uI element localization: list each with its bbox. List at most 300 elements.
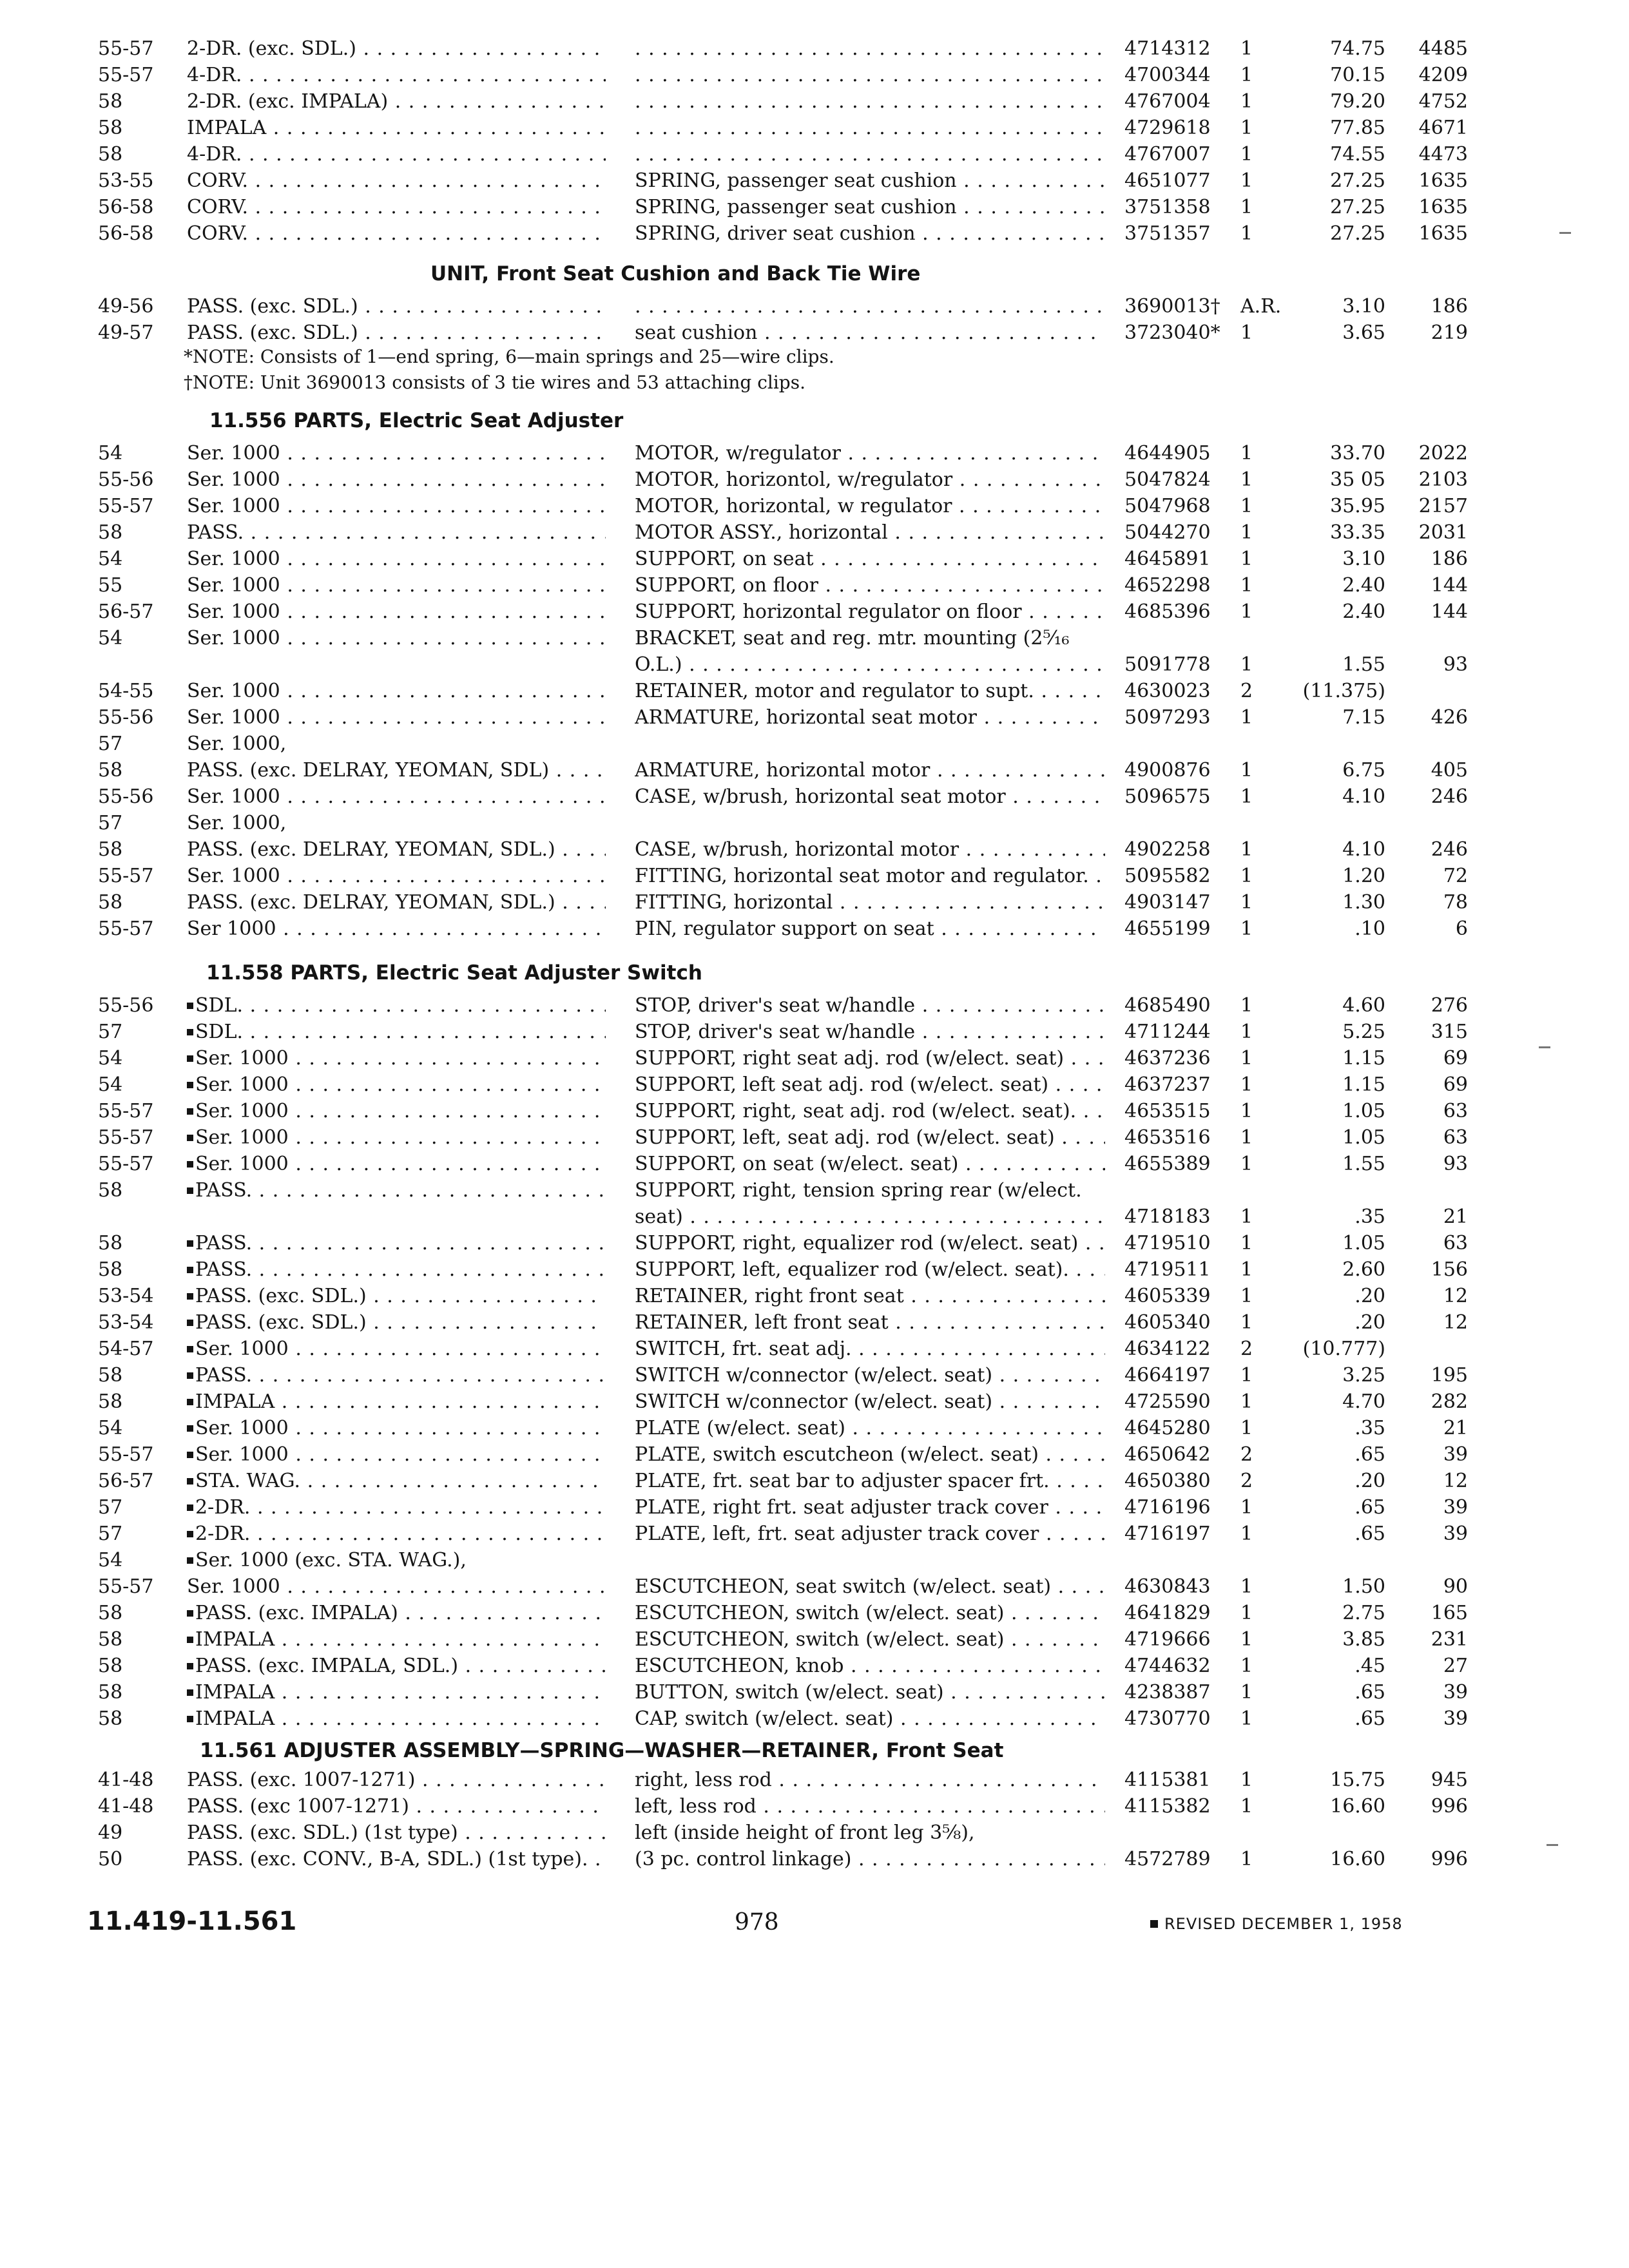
cell-ls — [1397, 1177, 1468, 1204]
cell-text: ESCUTCHEON, switch (w/elect. seat) . . . — [635, 1628, 1105, 1651]
cell-ls — [1397, 1600, 1468, 1626]
cell-text: 219 — [1431, 322, 1468, 344]
cell-dsc — [635, 1626, 1105, 1653]
cell-text: 12 — [1443, 1285, 1468, 1307]
table-row — [0, 1600, 1629, 1626]
cell-dsc — [635, 1441, 1105, 1468]
cell-dsc — [635, 1600, 1105, 1626]
cell-pr — [1295, 1468, 1385, 1494]
table-row — [0, 1820, 1629, 1846]
cell-text: 58 — [98, 759, 123, 782]
cell-pn — [1124, 572, 1237, 599]
cell-text: PASS. (exc. SDL.) . . . — [195, 1285, 606, 1307]
cell-text: 1.05 — [1342, 1232, 1385, 1254]
cell-text: 1 — [1240, 1523, 1253, 1545]
cell-text: PASS. (exc 1007-1271) . . . — [187, 1795, 606, 1818]
cell-qty — [1240, 889, 1292, 916]
cell-text: 1 — [1240, 143, 1253, 166]
cell-pn — [1124, 1256, 1237, 1283]
cell-qty — [1240, 1846, 1292, 1872]
revision-square-icon — [187, 1504, 193, 1511]
cell-pn — [1124, 992, 1237, 1019]
cell-text: 1 — [1240, 548, 1253, 570]
cell-qty — [1240, 599, 1292, 625]
cell-text: 4900876 — [1124, 759, 1211, 782]
cell-dsc — [635, 1767, 1105, 1793]
cell-mdl — [187, 1793, 606, 1820]
cell-text: 6.75 — [1342, 759, 1385, 782]
cell-text: 55-56 — [98, 468, 154, 491]
cell-ls — [1397, 757, 1468, 783]
cell-pr — [1295, 1679, 1385, 1706]
cell-pn — [1124, 1820, 1237, 1846]
cell-text: 1 — [1240, 322, 1253, 344]
cell-mdl — [187, 889, 606, 916]
cell-pn — [1124, 757, 1237, 783]
revision-square-icon — [187, 1716, 193, 1722]
cell-pr — [1295, 1415, 1385, 1441]
table-row — [0, 1204, 1629, 1230]
table-row — [0, 992, 1629, 1019]
cell-text: SUPPORT, right, equalizer rod (w/elect. seat) . . . — [635, 1232, 1105, 1254]
cell-ls — [1397, 320, 1468, 346]
cell-pr — [1295, 1124, 1385, 1151]
cell-text: 2-DR. (exc. SDL.) . . . — [187, 37, 606, 60]
cell-pr — [1295, 757, 1385, 783]
cell-text: PLATE, right frt. seat adjuster track cover . . . — [635, 1496, 1105, 1519]
cell-text: 4653515 — [1124, 1100, 1211, 1122]
cell-dsc — [635, 88, 1105, 115]
cell-mdl — [187, 1767, 606, 1793]
cell-text: 1 — [1240, 1285, 1253, 1307]
cell-ls — [1397, 293, 1468, 320]
note-star: *NOTE: Consists of 1—end spring, 6—main springs and 25—wire clips. — [184, 346, 834, 367]
cell-ls — [1397, 35, 1468, 62]
cell-mdl — [187, 1256, 606, 1283]
cell-text: 186 — [1431, 548, 1468, 570]
cell-text: PLATE, frt. seat bar to adjuster spacer frt. . . . — [635, 1470, 1105, 1492]
cell-text: 57 — [98, 812, 123, 834]
cell-text: 63 — [1443, 1126, 1468, 1149]
cell-yr — [98, 1336, 182, 1362]
cell-pn — [1124, 1573, 1237, 1600]
cell-text: 1 — [1240, 601, 1253, 623]
table-row — [0, 1547, 1629, 1573]
cell-text: 4767007 — [1124, 143, 1211, 166]
cell-pr — [1295, 1045, 1385, 1072]
cell-dsc — [635, 1177, 1105, 1204]
table-row — [0, 1441, 1629, 1468]
cell-mdl — [187, 731, 606, 757]
revision-square-icon — [187, 1135, 193, 1141]
page-number: 978 — [735, 1909, 779, 1936]
cell-pn — [1124, 1283, 1237, 1309]
cell-text: .65 — [1354, 1523, 1385, 1545]
cell-text: 56-58 — [98, 196, 154, 218]
cell-ls — [1397, 836, 1468, 863]
cell-dsc — [635, 1019, 1105, 1045]
table-row — [0, 293, 1629, 320]
cell-ls — [1397, 1820, 1468, 1846]
cell-text: 3751357 — [1124, 222, 1211, 245]
revision-square-icon — [187, 1029, 193, 1035]
cell-dsc — [635, 889, 1105, 916]
cell-text: 4645891 — [1124, 548, 1211, 570]
cell-dsc — [635, 62, 1105, 88]
cell-text: 35 05 — [1330, 468, 1385, 491]
cell-text: 1 — [1240, 838, 1253, 861]
cell-pr — [1295, 1767, 1385, 1793]
cell-text: PIN, regulator support on seat . . . — [635, 918, 1105, 940]
cell-ls — [1397, 62, 1468, 88]
cell-qty — [1240, 519, 1292, 546]
cell-text: 55-57 — [98, 1153, 154, 1175]
cell-text: 58 — [98, 1179, 123, 1202]
cell-text: MOTOR, horizontal, w regulator . . . — [635, 495, 1105, 517]
cell-text: 1 — [1240, 1047, 1253, 1070]
cell-yr — [98, 572, 182, 599]
cell-text: 39 — [1443, 1523, 1468, 1545]
cell-text: Ser. 1000 . . . — [187, 785, 606, 808]
cell-text: 54 — [98, 1073, 123, 1096]
cell-text: 35.95 — [1330, 495, 1385, 517]
cell-text: 1 — [1240, 1100, 1253, 1122]
cell-ls — [1397, 1019, 1468, 1045]
cell-pr — [1295, 1177, 1385, 1204]
cell-dsc — [635, 519, 1105, 546]
cell-qty — [1240, 1256, 1292, 1283]
cell-ls — [1397, 651, 1468, 678]
cell-pn — [1124, 1098, 1237, 1124]
cell-qty — [1240, 1309, 1292, 1336]
cell-qty — [1240, 1336, 1292, 1362]
cell-text: 4650642 — [1124, 1443, 1211, 1466]
cell-text: 49 — [98, 1821, 123, 1844]
dot-leader — [635, 64, 1105, 86]
cell-yr — [98, 1653, 182, 1679]
cell-dsc — [635, 916, 1105, 942]
cell-pn — [1124, 1846, 1237, 1872]
cell-text: 93 — [1443, 1153, 1468, 1175]
revision-square-icon — [187, 1399, 193, 1405]
cell-pn — [1124, 1494, 1237, 1521]
cell-text: 56-57 — [98, 1470, 154, 1492]
cell-text: 54-57 — [98, 1338, 154, 1360]
table-row — [0, 1098, 1629, 1124]
cell-mdl — [187, 1679, 606, 1706]
cell-dsc — [635, 1256, 1105, 1283]
cell-text: 5044270 — [1124, 521, 1211, 544]
cell-text: 58 — [98, 1655, 123, 1677]
cell-yr — [98, 440, 182, 466]
cell-yr — [98, 1547, 182, 1573]
dot-leader — [635, 90, 1105, 113]
cell-yr — [98, 1600, 182, 1626]
cell-pr — [1295, 836, 1385, 863]
cell-yr — [98, 651, 182, 678]
cell-text: 4730770 — [1124, 1707, 1211, 1730]
cell-text: 55-57 — [98, 495, 154, 517]
cell-text: 5097293 — [1124, 706, 1211, 729]
cell-text: 58 — [98, 1390, 123, 1413]
cell-pr — [1295, 1019, 1385, 1045]
cell-mdl — [187, 546, 606, 572]
cell-dsc — [635, 651, 1105, 678]
cell-pn — [1124, 320, 1237, 346]
cell-yr — [98, 1389, 182, 1415]
table-row — [0, 1045, 1629, 1072]
cell-ls — [1397, 1573, 1468, 1600]
cell-mdl — [187, 1389, 606, 1415]
cell-ls — [1397, 1256, 1468, 1283]
cell-text: 41-48 — [98, 1769, 154, 1791]
cell-text: 58 — [98, 117, 123, 139]
cell-text: 1 — [1240, 918, 1253, 940]
cell-yr — [98, 1415, 182, 1441]
revision-square-icon — [187, 1267, 193, 1273]
cell-pn — [1124, 1767, 1237, 1793]
cell-text: 1 — [1240, 1602, 1253, 1624]
cell-pn — [1124, 1441, 1237, 1468]
footer-section-range: 11.419-11.561 — [87, 1907, 297, 1936]
cell-text: 276 — [1431, 994, 1468, 1017]
cell-text: 4605339 — [1124, 1285, 1211, 1307]
cell-mdl — [187, 293, 606, 320]
cell-ls — [1397, 1415, 1468, 1441]
cell-text: Ser. 1000 (exc. STA. WAG.), — [195, 1549, 467, 1571]
cell-ls — [1397, 493, 1468, 519]
cell-ls — [1397, 1468, 1468, 1494]
table-row — [0, 1389, 1629, 1415]
cell-pn — [1124, 889, 1237, 916]
cell-text: PASS. . . . — [195, 1179, 606, 1202]
revised-date — [1150, 1911, 1403, 1937]
cell-yr — [98, 1626, 182, 1653]
cell-yr — [98, 168, 182, 194]
cell-text: 4209 — [1418, 64, 1468, 86]
cell-text: 1 — [1240, 1258, 1253, 1281]
cell-text: Ser. 1000 . . . — [195, 1126, 606, 1149]
cell-text: 69 — [1443, 1047, 1468, 1070]
cell-pn — [1124, 1626, 1237, 1653]
cell-qty — [1240, 1706, 1292, 1732]
cell-pn — [1124, 493, 1237, 519]
cell-pr — [1295, 293, 1385, 320]
table-row — [0, 572, 1629, 599]
cell-text: 5.25 — [1342, 1021, 1385, 1043]
cell-text: 4719510 — [1124, 1232, 1211, 1254]
cell-pn — [1124, 1415, 1237, 1441]
table-row — [0, 599, 1629, 625]
revision-square-icon — [187, 1637, 193, 1643]
cell-text: PLATE, left, frt. seat adjuster track cover . . . — [635, 1523, 1105, 1545]
cell-text: 3.85 — [1342, 1628, 1385, 1651]
cell-pn — [1124, 220, 1237, 247]
cell-dsc — [635, 546, 1105, 572]
cell-dsc — [635, 992, 1105, 1019]
cell-pr — [1295, 1283, 1385, 1309]
cell-mdl — [187, 1653, 606, 1679]
cell-text: CORV. . . . — [187, 222, 606, 245]
cell-text: .65 — [1354, 1681, 1385, 1704]
dot-leader — [635, 37, 1105, 60]
cell-text: PASS. (exc. SDL.) . . . — [187, 322, 606, 344]
table-row — [0, 1793, 1629, 1820]
table-row — [0, 466, 1629, 493]
cell-dsc — [635, 168, 1105, 194]
cell-mdl — [187, 519, 606, 546]
cell-text: 4572789 — [1124, 1848, 1211, 1870]
cell-ls — [1397, 678, 1468, 704]
cell-qty — [1240, 88, 1292, 115]
cell-pn — [1124, 1793, 1237, 1820]
cell-dsc — [635, 440, 1105, 466]
cell-text: CAP, switch (w/elect. seat) . . . — [635, 1707, 1105, 1730]
cell-text: SPRING, driver seat cushion . . . — [635, 222, 1105, 245]
cell-mdl — [187, 625, 606, 651]
cell-qty — [1240, 1389, 1292, 1415]
cell-yr — [98, 1679, 182, 1706]
cell-text: 1 — [1240, 169, 1253, 192]
cell-ls — [1397, 440, 1468, 466]
cell-dsc — [635, 572, 1105, 599]
revision-square-icon — [187, 1082, 193, 1088]
cell-text: 39 — [1443, 1681, 1468, 1704]
cell-pr — [1295, 141, 1385, 168]
cell-text: RETAINER, right front seat . . . — [635, 1285, 1105, 1307]
cell-ls — [1397, 1653, 1468, 1679]
cell-pn — [1124, 62, 1237, 88]
cell-pn — [1124, 599, 1237, 625]
cell-pr — [1295, 1230, 1385, 1256]
cell-qty — [1240, 678, 1292, 704]
cell-ls — [1397, 599, 1468, 625]
cell-text: 1 — [1240, 1848, 1253, 1870]
table-row — [0, 1124, 1629, 1151]
cell-text: BRACKET, seat and reg. mtr. mounting (2⁵⁄₁₆ — [635, 627, 1070, 649]
cell-yr — [98, 194, 182, 220]
cell-ls — [1397, 1098, 1468, 1124]
cell-text: 195 — [1431, 1364, 1468, 1387]
cell-mdl — [187, 1230, 606, 1256]
cell-pr — [1295, 546, 1385, 572]
cell-text: IMPALA . . . — [187, 117, 606, 139]
cell-text: A.R. — [1240, 295, 1282, 318]
table-row — [0, 1336, 1629, 1362]
cell-ls — [1397, 704, 1468, 731]
cell-dsc — [635, 1151, 1105, 1177]
cell-text: 70.15 — [1330, 64, 1385, 86]
cell-dsc — [635, 836, 1105, 863]
cell-pn — [1124, 115, 1237, 141]
cell-qty — [1240, 141, 1292, 168]
cell-text: 55-57 — [98, 1443, 154, 1466]
revision-square-icon — [187, 1108, 193, 1115]
cell-text: 144 — [1431, 574, 1468, 597]
cell-pr — [1295, 1072, 1385, 1098]
cell-yr — [98, 783, 182, 810]
cell-text: 4767004 — [1124, 90, 1211, 113]
cell-text: SWITCH, frt. seat adj. . . . — [635, 1338, 1105, 1360]
cell-text: 231 — [1431, 1628, 1468, 1651]
cell-yr — [98, 293, 182, 320]
cell-ls — [1397, 863, 1468, 889]
cell-ls — [1397, 1494, 1468, 1521]
cell-pn — [1124, 1468, 1237, 1494]
cell-text: 5095582 — [1124, 865, 1211, 887]
cell-text: 2-DR. (exc. IMPALA) . . . — [187, 90, 606, 113]
revision-square-icon — [187, 1372, 193, 1379]
cell-text: ARMATURE, horizontal seat motor . . . — [635, 706, 1105, 729]
cell-mdl — [187, 863, 606, 889]
cell-qty — [1240, 625, 1292, 651]
cell-yr — [98, 757, 182, 783]
cell-text: 4718183 — [1124, 1206, 1211, 1228]
cell-mdl — [187, 35, 606, 62]
cell-text: 55-56 — [98, 706, 154, 729]
cell-qty — [1240, 1653, 1292, 1679]
cell-text: Ser. 1000 . . . — [187, 706, 606, 729]
table-row — [0, 1256, 1629, 1283]
cell-text: 1 — [1240, 1126, 1253, 1149]
cell-mdl — [187, 1309, 606, 1336]
cell-text: 74.75 — [1330, 37, 1385, 60]
cell-mdl — [187, 141, 606, 168]
cell-yr — [98, 916, 182, 942]
cell-text: PASS. . . . — [195, 1364, 606, 1387]
cell-text: 3690013† — [1124, 295, 1220, 318]
table-row — [0, 1494, 1629, 1521]
cell-mdl — [187, 1072, 606, 1098]
cell-text: 63 — [1443, 1232, 1468, 1254]
cell-text: 2-DR. . . . — [195, 1496, 606, 1519]
cell-text: SUPPORT, right, tension spring rear (w/elect. — [635, 1179, 1082, 1202]
cell-mdl — [187, 916, 606, 942]
cell-dsc — [635, 1098, 1105, 1124]
cell-yr — [98, 1706, 182, 1732]
cell-text: 56-58 — [98, 222, 154, 245]
cell-text: Ser. 1000 . . . — [195, 1100, 606, 1122]
cell-text: 1 — [1240, 706, 1253, 729]
cell-text: 1.15 — [1342, 1047, 1385, 1070]
cell-pn — [1124, 1072, 1237, 1098]
cell-qty — [1240, 1626, 1292, 1653]
cell-text: 2.60 — [1342, 1258, 1385, 1281]
cell-pn — [1124, 1336, 1237, 1362]
cell-pr — [1295, 62, 1385, 88]
cell-text: ARMATURE, horizontal motor . . . — [635, 759, 1105, 782]
cell-qty — [1240, 293, 1292, 320]
cell-ls — [1397, 1626, 1468, 1653]
cell-yr — [98, 1098, 182, 1124]
cell-pr — [1295, 1098, 1385, 1124]
cell-dsc — [635, 220, 1105, 247]
cell-qty — [1240, 1468, 1292, 1494]
table-row — [0, 440, 1629, 466]
cell-ls — [1397, 141, 1468, 168]
cell-dsc — [635, 757, 1105, 783]
cell-text: 156 — [1431, 1258, 1468, 1281]
cell-qty — [1240, 115, 1292, 141]
cell-pr — [1295, 678, 1385, 704]
cell-dsc — [635, 35, 1105, 62]
cell-pr — [1295, 1336, 1385, 1362]
cell-qty — [1240, 1679, 1292, 1706]
cell-text: 58 — [98, 90, 123, 113]
table-row — [0, 1706, 1629, 1732]
cell-text: 4485 — [1418, 37, 1468, 60]
cell-text: MOTOR, horizontol, w/regulator . . . — [635, 468, 1105, 491]
